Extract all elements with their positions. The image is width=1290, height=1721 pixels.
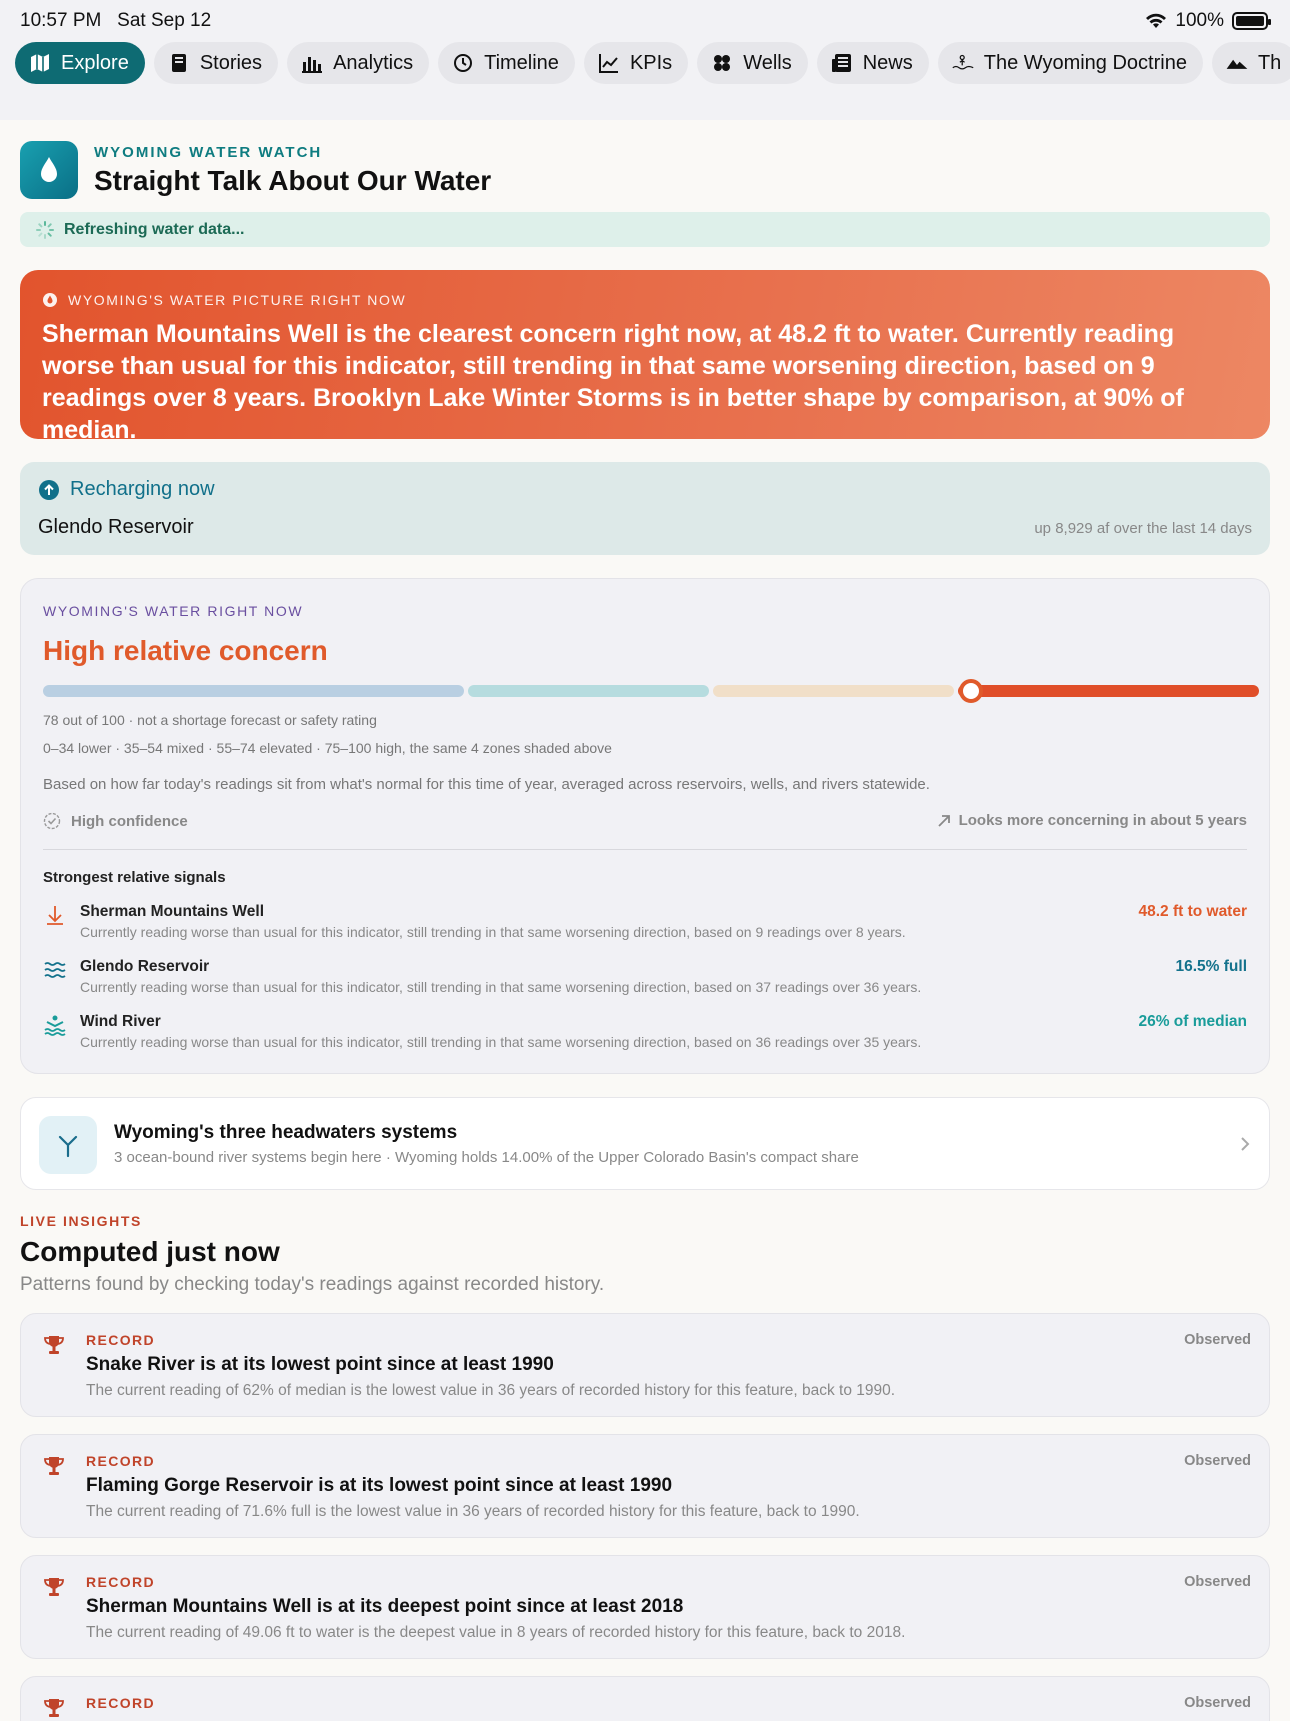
record-card[interactable] (20, 1676, 1270, 1721)
recharge-title-text: Recharging now (70, 478, 215, 500)
signal-value: 48.2 ft to water (1138, 903, 1247, 920)
record-status: Observed (1184, 1332, 1251, 1348)
arrow-up-right-icon (937, 814, 951, 828)
status-right (1145, 10, 1268, 32)
arrow-down-icon (43, 903, 67, 927)
score-text: 78 out of 100 · not a shortage forecast or safety rating (43, 712, 377, 728)
zone-lower-bar (43, 685, 464, 697)
refresh-text: Refreshing water data... (64, 220, 245, 238)
tab-label: The Wyoming Doctrine (983, 51, 1187, 74)
headwaters-card[interactable] (20, 1097, 1270, 1190)
bar-chart-icon (301, 52, 323, 74)
trend-text: Looks more concerning in about 5 years (958, 812, 1247, 829)
concern-eyebrow: WYOMING'S WATER RIGHT NOW (43, 603, 304, 619)
recharge-title (38, 478, 1252, 501)
tab-label: Th (1257, 51, 1282, 74)
tab-wells[interactable] (697, 42, 808, 84)
trophy-icon (43, 1697, 65, 1719)
tab-news[interactable] (817, 42, 929, 84)
recharge-detail: up 8,929 af over the last 14 days (1034, 520, 1252, 537)
tab-label: Timeline (484, 51, 559, 74)
signal-desc: Currently reading worse than usual for this indicator, still trending in that same worsening direction, based on 37 readings over 36 years. (80, 979, 922, 995)
newspaper-icon (831, 52, 853, 74)
tab-kpis[interactable] (584, 42, 688, 84)
record-tag: RECORD (86, 1695, 156, 1711)
spinner-icon (36, 221, 54, 239)
mountains-icon (1226, 52, 1248, 74)
map-icon (29, 52, 51, 74)
drops-icon (711, 52, 733, 74)
zone-mixed-bar (468, 685, 709, 697)
zone-high-bar (958, 685, 1259, 697)
tab-label: News (862, 51, 913, 74)
signals-title: Strongest relative signals (43, 869, 226, 886)
signal-desc: Currently reading worse than usual for this indicator, still trending in that same worsening direction, based on 9 readings over 8 years. (80, 924, 906, 940)
record-desc: The current reading of 71.6% full is the lowest value in 36 years of recorded history for this feature, back to 1990. (86, 1503, 860, 1520)
drop-circle-icon (42, 292, 58, 308)
tab-label: Wells (743, 51, 792, 74)
river-fork-icon (39, 1116, 97, 1174)
line-chart-icon (598, 52, 620, 74)
recharging-card (20, 462, 1270, 555)
insights-title: Computed just now (20, 1236, 280, 1267)
record-card[interactable] (20, 1555, 1270, 1659)
trophy-icon (43, 1455, 65, 1477)
concern-card (20, 578, 1270, 1074)
signal-row[interactable] (43, 903, 1247, 953)
record-tag: RECORD (86, 1453, 156, 1469)
tab-label: Analytics (333, 51, 414, 74)
record-title: Snake River is at its lowest point since at least 1990 (86, 1354, 554, 1375)
signal-row[interactable] (43, 958, 1247, 1008)
insights-eyebrow: LIVE INSIGHTS (20, 1213, 142, 1229)
app-header (20, 141, 1270, 199)
record-tag: RECORD (86, 1574, 156, 1590)
recharge-name: Glendo Reservoir (38, 516, 194, 538)
headwaters-title: Wyoming's three headwaters systems (114, 1122, 458, 1143)
signal-desc: Currently reading worse than usual for this indicator, still trending in that same worsening direction, based on 36 readings over 35 years. (80, 1034, 922, 1050)
water-drop-logo-icon (20, 141, 78, 199)
record-title: Sherman Mountains Well is at its deepest point since at least 2018 (86, 1596, 684, 1617)
river-person-icon (952, 52, 974, 74)
headwaters-subtitle: 3 ocean-bound river systems begin here · Wyoming holds 14.00% of the Upper Colorado Basin's compact share (114, 1149, 859, 1166)
page-title: Straight Talk About Our Water (94, 165, 492, 196)
hero-eyebrow (42, 292, 1248, 308)
record-desc: The current reading of 49.06 ft to water is the deepest value in 8 years of recorded history for this feature, back to 2018. (86, 1624, 906, 1641)
water-picture-hero (20, 270, 1270, 444)
signal-value: 16.5% full (1175, 958, 1247, 975)
record-status: Observed (1184, 1695, 1251, 1711)
zone-elevated-bar (713, 685, 954, 697)
book-icon (168, 52, 190, 74)
tab-analytics[interactable] (287, 42, 429, 84)
battery-percent: 100% (1175, 10, 1224, 31)
waves-icon (43, 958, 67, 982)
hero-summary: Sherman Mountains Well is the clearest concern right now, at 48.2 ft to water. Currently reading worse than usual for this indicator, still trending in that same worsening direction, based on 9 readings over 8 years. Brooklyn Lake Winter Storms is in better shape by comparison, at 90% of median. (42, 320, 1184, 444)
tab-stories[interactable] (154, 42, 278, 84)
basis-text: Based on how far today's readings sit from what's normal for this time of year, averaged across reservoirs, wells, and rivers statewide. (43, 776, 930, 793)
insights-subtitle: Patterns found by checking today's readings against recorded history. (20, 1274, 605, 1295)
hero-eyebrow-text: WYOMING'S WATER PICTURE RIGHT NOW (68, 292, 407, 308)
record-card[interactable] (20, 1434, 1270, 1538)
tab-wyoming-doctrine[interactable] (938, 42, 1203, 84)
record-tag: RECORD (86, 1332, 156, 1348)
record-status: Observed (1184, 1574, 1251, 1590)
signal-name: Sherman Mountains Well (80, 903, 265, 920)
record-title: Flaming Gorge Reservoir is at its lowest point since at least 1990 (86, 1475, 673, 1496)
chevron-right-icon (1239, 1134, 1251, 1154)
confidence-text: High confidence (71, 812, 188, 830)
arrow-up-circle-icon (38, 479, 60, 501)
status-time: 10:57 PM Sat Sep 12 (20, 10, 212, 31)
divider (43, 849, 1247, 850)
refresh-banner (20, 212, 1270, 247)
check-seal-icon (43, 812, 61, 830)
trend-outlook (937, 812, 1247, 829)
history-icon (452, 52, 474, 74)
tab-partial[interactable] (1212, 42, 1290, 84)
tab-label: Explore (61, 51, 129, 74)
zones-text: 0–34 lower · 35–54 mixed · 55–74 elevated · 75–100 high, the same 4 zones shaded above (43, 740, 612, 756)
signal-name: Glendo Reservoir (80, 958, 210, 975)
trophy-icon (43, 1576, 65, 1598)
score-indicator (959, 679, 983, 703)
confidence (43, 812, 188, 830)
wifi-icon (1145, 13, 1167, 29)
tab-bar (0, 40, 1290, 120)
battery-icon (1232, 12, 1268, 30)
tab-label: KPIs (629, 51, 673, 74)
record-status: Observed (1184, 1453, 1251, 1469)
tab-label: Stories (199, 51, 263, 74)
signal-row[interactable] (43, 1013, 1247, 1063)
record-desc: The current reading of 62% of median is the lowest value in 36 years of recorded history for this feature, back to 1990. (86, 1382, 896, 1399)
concern-level: High relative concern (43, 635, 328, 666)
tab-explore[interactable] (15, 42, 145, 84)
status-bar (0, 0, 1290, 40)
tab-timeline[interactable] (438, 42, 575, 84)
signal-value: 26% of median (1138, 1013, 1247, 1030)
record-card[interactable] (20, 1313, 1270, 1417)
signal-name: Wind River (80, 1013, 161, 1030)
trophy-icon (43, 1334, 65, 1356)
swimmer-icon (43, 1013, 67, 1037)
app-eyebrow: WYOMING WATER WATCH (94, 144, 323, 161)
